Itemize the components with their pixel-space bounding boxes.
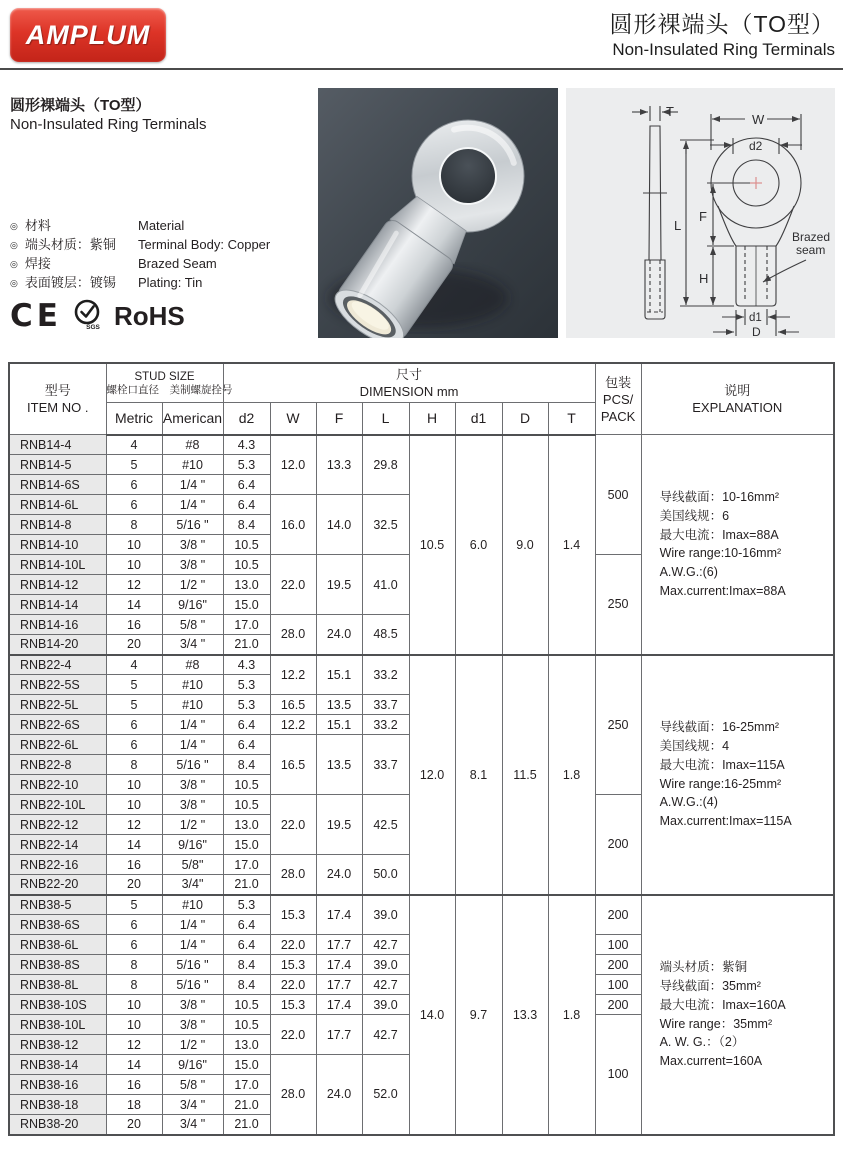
spec-value-cell: 12.2 bbox=[270, 655, 316, 695]
spec-value-cell: 15.0 bbox=[223, 595, 270, 615]
spec-value-cell: 12 bbox=[106, 575, 162, 595]
spec-value-cell: 16 bbox=[106, 1075, 162, 1095]
item-no-cell: RNB14-5 bbox=[9, 455, 106, 475]
spec-value-cell: 13.0 bbox=[223, 575, 270, 595]
spec-value-cell: 39.0 bbox=[362, 995, 409, 1015]
spec-value-cell: 3/8 " bbox=[162, 995, 223, 1015]
spec-value-cell: 13.0 bbox=[223, 1035, 270, 1055]
col-item-no: 型号 ITEM NO . bbox=[9, 363, 106, 435]
material-en: Material bbox=[138, 218, 185, 233]
item-no-cell: RNB14-6S bbox=[9, 475, 106, 495]
spec-value-cell: 10.5 bbox=[223, 995, 270, 1015]
spec-value-cell: 3/4 " bbox=[162, 1115, 223, 1135]
item-no-cell: RNB38-5 bbox=[9, 895, 106, 915]
spec-value-cell: 16 bbox=[106, 855, 162, 875]
spec-value-cell: 1/4 " bbox=[162, 715, 223, 735]
spec-value-cell: 3/4 " bbox=[162, 1095, 223, 1115]
spec-value-cell: 12 bbox=[106, 815, 162, 835]
spec-value-cell: 33.7 bbox=[362, 695, 409, 715]
spec-value-cell: 12.0 bbox=[409, 655, 455, 895]
spec-value-cell: 39.0 bbox=[362, 895, 409, 935]
spec-value-cell: 17.0 bbox=[223, 1075, 270, 1095]
spec-value-cell: 1/4 " bbox=[162, 915, 223, 935]
spec-value-cell: 6.4 bbox=[223, 935, 270, 955]
material-row bbox=[10, 274, 314, 293]
col-pack: 包装 PCS/ PACK bbox=[595, 363, 641, 435]
spec-value-cell: 17.0 bbox=[223, 855, 270, 875]
brand-logo-text: AMPLUM bbox=[25, 19, 151, 50]
product-title-en: Non-Insulated Ring Terminals bbox=[10, 116, 207, 133]
item-no-cell: RNB22-10L bbox=[9, 795, 106, 815]
product-overview bbox=[8, 88, 835, 338]
item-no-cell: RNB22-5S bbox=[9, 675, 106, 695]
spec-value-cell: 17.4 bbox=[316, 895, 362, 935]
spec-value-cell: 5/16 " bbox=[162, 755, 223, 775]
spec-value-cell: 22.0 bbox=[270, 1015, 316, 1055]
spec-value-cell: 41.0 bbox=[362, 555, 409, 615]
spec-value-cell: 6 bbox=[106, 495, 162, 515]
col-t: T bbox=[548, 403, 595, 435]
spec-value-cell: 4 bbox=[106, 435, 162, 455]
spec-value-cell: 11.5 bbox=[502, 655, 548, 895]
spec-value-cell: 500 bbox=[595, 435, 641, 555]
spec-value-cell: 33.7 bbox=[362, 735, 409, 795]
spec-value-cell: 3/8 " bbox=[162, 795, 223, 815]
spec-value-cell: 5.3 bbox=[223, 455, 270, 475]
col-f: F bbox=[316, 403, 362, 435]
spec-value-cell: #10 bbox=[162, 695, 223, 715]
spec-value-cell: 10.5 bbox=[409, 435, 455, 655]
spec-value-cell: 10 bbox=[106, 535, 162, 555]
spec-value-cell: 5.3 bbox=[223, 695, 270, 715]
spec-value-cell: 1/4 " bbox=[162, 495, 223, 515]
spec-value-cell: 1/2 " bbox=[162, 1035, 223, 1055]
spec-value-cell: 1/4 " bbox=[162, 475, 223, 495]
spec-value-cell: 3/8 " bbox=[162, 1015, 223, 1035]
item-no-cell: RNB38-8L bbox=[9, 975, 106, 995]
spec-value-cell: 21.0 bbox=[223, 875, 270, 895]
material-en: Brazed Seam bbox=[138, 256, 217, 271]
spec-value-cell: 12.2 bbox=[270, 715, 316, 735]
spec-value-cell: 6 bbox=[106, 475, 162, 495]
item-no-cell: RNB38-16 bbox=[9, 1075, 106, 1095]
item-no-cell: RNB22-12 bbox=[9, 815, 106, 835]
spec-value-cell: 6 bbox=[106, 935, 162, 955]
brand-logo bbox=[10, 8, 166, 62]
item-no-cell: RNB22-10 bbox=[9, 775, 106, 795]
spec-value-cell: 6.0 bbox=[455, 435, 502, 655]
spec-value-cell: 1/2 " bbox=[162, 575, 223, 595]
svg-text:F: F bbox=[699, 209, 707, 224]
material-zh: ◎ 材料 bbox=[10, 217, 138, 236]
spec-value-cell: 1/4 " bbox=[162, 735, 223, 755]
spec-value-cell: 15.3 bbox=[270, 995, 316, 1015]
explanation-cell: 导线截面：10-16mm² 美国线规：6 最大电流：Imax=88A Wire range:10-16mm² A.W.G.:(6) Max.current:Imax=88A bbox=[641, 435, 834, 655]
spec-value-cell: 10.5 bbox=[223, 555, 270, 575]
spec-value-cell: 5/8 " bbox=[162, 615, 223, 635]
page-header bbox=[0, 0, 843, 70]
spec-value-cell: 39.0 bbox=[362, 955, 409, 975]
spec-value-cell: 16 bbox=[106, 615, 162, 635]
item-no-cell: RNB22-20 bbox=[9, 875, 106, 895]
spec-value-cell: 4 bbox=[106, 655, 162, 675]
spec-value-cell: 13.0 bbox=[223, 815, 270, 835]
spec-value-cell: 5/8 " bbox=[162, 1075, 223, 1095]
col-group-dimension: 尺寸 DIMENSION mm bbox=[223, 363, 595, 403]
item-no-cell: RNB14-16 bbox=[9, 615, 106, 635]
spec-value-cell: 17.4 bbox=[316, 955, 362, 975]
spec-value-cell: 6 bbox=[106, 735, 162, 755]
item-no-cell: RNB22-14 bbox=[9, 835, 106, 855]
table-row bbox=[9, 655, 834, 675]
item-no-cell: RNB38-12 bbox=[9, 1035, 106, 1055]
spec-value-cell: #10 bbox=[162, 455, 223, 475]
spec-value-cell: 5/16 " bbox=[162, 955, 223, 975]
spec-value-cell: 8.4 bbox=[223, 515, 270, 535]
spec-value-cell: 28.0 bbox=[270, 615, 316, 655]
spec-value-cell: 9/16" bbox=[162, 1055, 223, 1075]
spec-value-cell: 20 bbox=[106, 875, 162, 895]
svg-text:d1: d1 bbox=[749, 312, 762, 324]
spec-value-cell: #8 bbox=[162, 435, 223, 455]
col-explanation: 说明 EXPLANATION bbox=[641, 363, 834, 435]
spec-value-cell: 20 bbox=[106, 1115, 162, 1135]
spec-value-cell: 33.2 bbox=[362, 715, 409, 735]
spec-value-cell: 5.3 bbox=[223, 895, 270, 915]
svg-text:SGS: SGS bbox=[86, 324, 100, 331]
spec-value-cell: 200 bbox=[595, 795, 641, 895]
page-title-zh: 圆形裸端头（TO型） bbox=[609, 11, 835, 37]
col-d1: d1 bbox=[455, 403, 502, 435]
spec-value-cell: 8 bbox=[106, 955, 162, 975]
svg-text:H: H bbox=[699, 271, 709, 286]
spec-value-cell: 250 bbox=[595, 555, 641, 655]
item-no-cell: RNB38-8S bbox=[9, 955, 106, 975]
spec-value-cell: 1/4 " bbox=[162, 935, 223, 955]
spec-value-cell: 21.0 bbox=[223, 1115, 270, 1135]
item-no-cell: RNB14-8 bbox=[9, 515, 106, 535]
item-no-cell: RNB22-6L bbox=[9, 735, 106, 755]
spec-value-cell: 9.7 bbox=[455, 895, 502, 1135]
spec-value-cell: 3/4" bbox=[162, 875, 223, 895]
spec-value-cell: 12 bbox=[106, 1035, 162, 1055]
item-no-cell: RNB14-20 bbox=[9, 635, 106, 655]
spec-value-cell: 9/16" bbox=[162, 835, 223, 855]
material-row bbox=[10, 217, 314, 236]
spec-value-cell: 8.1 bbox=[455, 655, 502, 895]
col-american: American bbox=[162, 403, 223, 435]
spec-value-cell: 42.7 bbox=[362, 975, 409, 995]
item-no-cell: RNB38-14 bbox=[9, 1055, 106, 1075]
product-photo bbox=[318, 88, 558, 338]
spec-value-cell: 10 bbox=[106, 555, 162, 575]
spec-value-cell: 5 bbox=[106, 455, 162, 475]
rohs-mark: RoHS bbox=[113, 300, 185, 331]
spec-value-cell: 5/8" bbox=[162, 855, 223, 875]
material-zh: ◎ 表面镀层：镀锡 bbox=[10, 274, 138, 293]
spec-value-cell: 18 bbox=[106, 1095, 162, 1115]
item-no-cell: RNB22-6S bbox=[9, 715, 106, 735]
col-w: W bbox=[270, 403, 316, 435]
spec-value-cell: 13.3 bbox=[502, 895, 548, 1135]
spec-value-cell: 6.4 bbox=[223, 475, 270, 495]
spec-value-cell: 16.5 bbox=[270, 695, 316, 715]
spec-value-cell: 10 bbox=[106, 795, 162, 815]
page-title-block bbox=[609, 10, 835, 62]
col-h: H bbox=[409, 403, 455, 435]
item-no-cell: RNB14-14 bbox=[9, 595, 106, 615]
spec-value-cell: 6 bbox=[106, 715, 162, 735]
item-no-cell: RNB38-18 bbox=[9, 1095, 106, 1115]
spec-value-cell: 24.0 bbox=[316, 855, 362, 895]
spec-table-body bbox=[9, 435, 834, 1135]
spec-value-cell: 14 bbox=[106, 835, 162, 855]
spec-value-cell: 5 bbox=[106, 895, 162, 915]
item-no-cell: RNB14-4 bbox=[9, 435, 106, 455]
spec-value-cell: 10 bbox=[106, 775, 162, 795]
material-en: Terminal Body: Copper bbox=[138, 237, 271, 252]
spec-value-cell: 24.0 bbox=[316, 615, 362, 655]
svg-text:seam: seam bbox=[796, 243, 826, 257]
spec-value-cell: 42.5 bbox=[362, 795, 409, 855]
item-no-cell: RNB14-10 bbox=[9, 535, 106, 555]
spec-value-cell: 14.0 bbox=[316, 495, 362, 555]
spec-value-cell: 9.0 bbox=[502, 435, 548, 655]
explanation-cell: 导线截面：16-25mm² 美国线规：4 最大电流：Imax=115A Wire range:16-25mm² A.W.G.:(4) Max.current:Imax=115A bbox=[641, 655, 834, 895]
material-zh: ◎ 焊接 bbox=[10, 255, 138, 274]
spec-value-cell: 4.3 bbox=[223, 655, 270, 675]
svg-text:W: W bbox=[752, 112, 765, 127]
spec-value-cell: 10 bbox=[106, 995, 162, 1015]
spec-value-cell: 15.0 bbox=[223, 1055, 270, 1075]
spec-value-cell: 5 bbox=[106, 675, 162, 695]
spec-value-cell: 16.5 bbox=[270, 735, 316, 795]
spec-value-cell: 15.3 bbox=[270, 895, 316, 935]
item-no-cell: RNB38-6S bbox=[9, 915, 106, 935]
svg-text:D: D bbox=[752, 325, 761, 338]
spec-table-header bbox=[9, 363, 834, 435]
spec-value-cell: 8.4 bbox=[223, 755, 270, 775]
sgs-certification-icon bbox=[72, 299, 104, 333]
spec-value-cell: 6 bbox=[106, 915, 162, 935]
spec-value-cell: 200 bbox=[595, 995, 641, 1015]
spec-value-cell: 8 bbox=[106, 515, 162, 535]
svg-text:T: T bbox=[666, 104, 674, 119]
table-row bbox=[9, 895, 834, 915]
product-title-zh: 圆形裸端头（TO型） bbox=[10, 97, 151, 114]
spec-value-cell: 8.4 bbox=[223, 975, 270, 995]
spec-value-cell: 5/16 " bbox=[162, 975, 223, 995]
product-info bbox=[8, 88, 318, 338]
spec-value-cell: 3/4 " bbox=[162, 635, 223, 655]
svg-text:d2: d2 bbox=[749, 139, 763, 153]
spec-value-cell: 22.0 bbox=[270, 555, 316, 615]
spec-value-cell: 200 bbox=[595, 955, 641, 975]
spec-value-cell: 22.0 bbox=[270, 975, 316, 995]
spec-value-cell: 1.8 bbox=[548, 655, 595, 895]
spec-value-cell: 42.7 bbox=[362, 1015, 409, 1055]
spec-value-cell: 33.2 bbox=[362, 655, 409, 695]
spec-value-cell: 10 bbox=[106, 1015, 162, 1035]
spec-value-cell: 17.0 bbox=[223, 615, 270, 635]
spec-value-cell: 32.5 bbox=[362, 495, 409, 555]
spec-value-cell: #8 bbox=[162, 655, 223, 675]
spec-value-cell: 50.0 bbox=[362, 855, 409, 895]
spec-value-cell: 8 bbox=[106, 975, 162, 995]
spec-value-cell: 6.4 bbox=[223, 735, 270, 755]
spec-value-cell: 19.5 bbox=[316, 555, 362, 615]
spec-value-cell: 28.0 bbox=[270, 855, 316, 895]
spec-value-cell: 4.3 bbox=[223, 435, 270, 455]
spec-value-cell: 12.0 bbox=[270, 435, 316, 495]
table-row bbox=[9, 435, 834, 455]
spec-value-cell: 6.4 bbox=[223, 495, 270, 515]
spec-value-cell: 42.7 bbox=[362, 935, 409, 955]
spec-value-cell: 14.0 bbox=[409, 895, 455, 1135]
col-d2: d2 bbox=[223, 403, 270, 435]
item-no-cell: RNB38-10L bbox=[9, 1015, 106, 1035]
spec-value-cell: 6.4 bbox=[223, 915, 270, 935]
spec-value-cell: 3/8 " bbox=[162, 535, 223, 555]
spec-value-cell: 3/8 " bbox=[162, 775, 223, 795]
col-l: L bbox=[362, 403, 409, 435]
item-no-cell: RNB14-12 bbox=[9, 575, 106, 595]
spec-table bbox=[8, 362, 835, 1136]
spec-value-cell: 17.7 bbox=[316, 975, 362, 995]
spec-value-cell: 14 bbox=[106, 595, 162, 615]
spec-value-cell: 13.3 bbox=[316, 435, 362, 495]
spec-value-cell: 10.5 bbox=[223, 775, 270, 795]
item-no-cell: RNB14-10L bbox=[9, 555, 106, 575]
item-no-cell: RNB38-6L bbox=[9, 935, 106, 955]
spec-value-cell: 100 bbox=[595, 935, 641, 955]
item-no-cell: RNB22-4 bbox=[9, 655, 106, 675]
spec-value-cell: 15.1 bbox=[316, 715, 362, 735]
svg-text:L: L bbox=[674, 218, 682, 233]
spec-value-cell: 8.4 bbox=[223, 955, 270, 975]
spec-value-cell: 100 bbox=[595, 975, 641, 995]
spec-value-cell: 200 bbox=[595, 895, 641, 935]
spec-value-cell: #10 bbox=[162, 895, 223, 915]
spec-value-cell: 22.0 bbox=[270, 935, 316, 955]
spec-value-cell: 6.4 bbox=[223, 715, 270, 735]
col-metric: Metric bbox=[106, 403, 162, 435]
spec-value-cell: 10.5 bbox=[223, 1015, 270, 1035]
material-row bbox=[10, 255, 314, 274]
spec-value-cell: 5.3 bbox=[223, 675, 270, 695]
item-no-cell: RNB22-16 bbox=[9, 855, 106, 875]
spec-value-cell: 28.0 bbox=[270, 1055, 316, 1135]
spec-value-cell: 15.0 bbox=[223, 835, 270, 855]
spec-value-cell: 8 bbox=[106, 755, 162, 775]
material-zh: ◎ 端头材质：紫铜 bbox=[10, 236, 138, 255]
spec-value-cell: 17.7 bbox=[316, 935, 362, 955]
ce-mark: CE bbox=[10, 298, 62, 334]
spec-value-cell: 48.5 bbox=[362, 615, 409, 655]
spec-value-cell: 1.4 bbox=[548, 435, 595, 655]
spec-value-cell: 20 bbox=[106, 635, 162, 655]
spec-value-cell: 21.0 bbox=[223, 635, 270, 655]
spec-value-cell: 16.0 bbox=[270, 495, 316, 555]
item-no-cell: RNB22-8 bbox=[9, 755, 106, 775]
certification-marks bbox=[10, 298, 185, 334]
spec-value-cell: 1/2 " bbox=[162, 815, 223, 835]
spec-value-cell: 13.5 bbox=[316, 695, 362, 715]
spec-value-cell: 29.8 bbox=[362, 435, 409, 495]
spec-value-cell: 17.7 bbox=[316, 1015, 362, 1055]
svg-text:Brazed: Brazed bbox=[792, 230, 831, 244]
spec-value-cell: 22.0 bbox=[270, 795, 316, 855]
item-no-cell: RNB22-5L bbox=[9, 695, 106, 715]
dimension-diagram bbox=[566, 88, 835, 338]
spec-value-cell: 13.5 bbox=[316, 735, 362, 795]
spec-value-cell: 19.5 bbox=[316, 795, 362, 855]
col-d: D bbox=[502, 403, 548, 435]
item-no-cell: RNB38-10S bbox=[9, 995, 106, 1015]
spec-value-cell: 5/16 " bbox=[162, 515, 223, 535]
spec-value-cell: 24.0 bbox=[316, 1055, 362, 1135]
explanation-cell: 端头材质：紫铜 导线截面：35mm² 最大电流：Imax=160A Wire range：35mm² A. W. G.：（2） Max.current=160A bbox=[641, 895, 834, 1135]
material-list bbox=[10, 217, 314, 293]
spec-value-cell: 10.5 bbox=[223, 535, 270, 555]
item-no-cell: RNB14-6L bbox=[9, 495, 106, 515]
spec-value-cell: #10 bbox=[162, 675, 223, 695]
spec-value-cell: 52.0 bbox=[362, 1055, 409, 1135]
col-group-stud-size: STUD SIZE 螺栓口直径 美制螺旋拴号 bbox=[106, 363, 223, 403]
spec-value-cell: 21.0 bbox=[223, 1095, 270, 1115]
spec-value-cell: 10.5 bbox=[223, 795, 270, 815]
spec-value-cell: 17.4 bbox=[316, 995, 362, 1015]
material-row bbox=[10, 236, 314, 255]
spec-value-cell: 5 bbox=[106, 695, 162, 715]
spec-value-cell: 15.1 bbox=[316, 655, 362, 695]
spec-value-cell: 250 bbox=[595, 655, 641, 795]
spec-value-cell: 9/16" bbox=[162, 595, 223, 615]
spec-value-cell: 1.8 bbox=[548, 895, 595, 1135]
spec-value-cell: 15.3 bbox=[270, 955, 316, 975]
spec-value-cell: 14 bbox=[106, 1055, 162, 1075]
page-title-en: Non-Insulated Ring Terminals bbox=[612, 39, 835, 59]
item-no-cell: RNB38-20 bbox=[9, 1115, 106, 1135]
spec-value-cell: 3/8 " bbox=[162, 555, 223, 575]
spec-value-cell: 100 bbox=[595, 1015, 641, 1135]
material-en: Plating: Tin bbox=[138, 275, 203, 290]
